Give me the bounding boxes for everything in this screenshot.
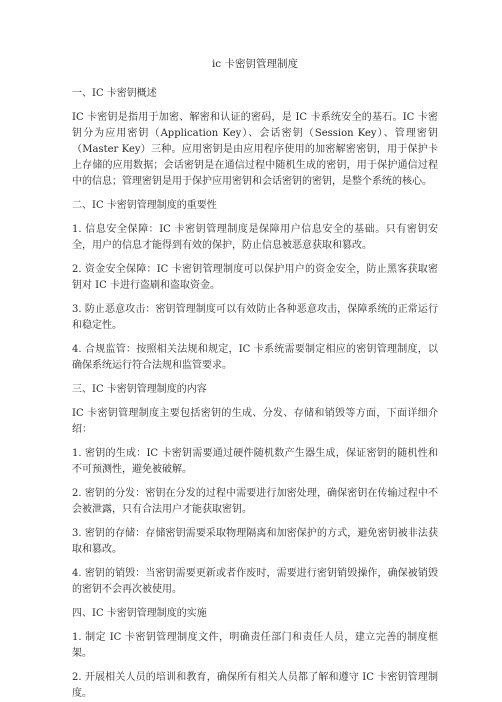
section-heading: 三、IC 卡密钥管理制度的内容: [72, 384, 207, 395]
list-item: 1. 密钥的生成：IC 卡密钥需要通过硬件随机数产生器生成，保证密钥的随机性和不可预测性，避免被破解。: [72, 448, 438, 475]
list-item: 4. 合规监管：按照相关法规和规定，IC 卡系统需要制定相应的密钥管理制度，以确保系统运行符合法规和监管要求。: [72, 344, 438, 371]
list-item: 4. 密钥的销毁：当密钥需要更新或者作废时，需要进行密钥销毁操作，确保被销毁的密钥不会再次被使用。: [72, 568, 438, 595]
list-item: 1. 制定 IC 卡密钥管理制度文件，明确责任部门和责任人员，建立完善的制度框架。: [72, 632, 438, 659]
importance-list: [72, 222, 438, 374]
section-implementation: [72, 606, 438, 702]
section-heading: 二、IC 卡密钥管理制度的重要性: [72, 200, 217, 211]
list-item: 2. 开展相关人员的培训和教育，确保所有相关人员都了解和遵守 IC 卡密钥管理制度。: [72, 672, 438, 699]
list-item: 1. 信息安全保障：IC 卡密钥管理制度是保障用户信息安全的基础。只有密钥安全，用户的信息才能得到有效的保护，防止信息被恶意获取和篡改。: [72, 224, 438, 251]
section-heading: 四、IC 卡密钥管理制度的实施: [72, 608, 207, 619]
paragraph: IC 卡密钥管理制度主要包括密钥的生成、分发、存储和销毁等方面，下面详细介绍：: [72, 408, 438, 435]
section-importance: [72, 198, 438, 374]
section-content: [72, 382, 438, 598]
list-item: 2. 资金安全保障：IC 卡密钥管理制度可以保护用户的资金安全，防止黑客获取密钥对 IC 卡进行盗刷和盗取资金。: [72, 264, 438, 291]
section-overview: [72, 86, 438, 190]
section-heading: 一、IC 卡密钥概述: [72, 88, 157, 99]
content-list: [72, 446, 438, 598]
document-title: ic 卡密钥管理制度: [211, 58, 299, 70]
list-item: 3. 防止恶意攻击：密钥管理制度可以有效防止各种恶意攻击，保障系统的正常运行和稳定性。: [72, 304, 438, 331]
list-item: 2. 密钥的分发：密钥在分发的过程中需要进行加密处理，确保密钥在传输过程中不会被泄露，只有合法用户才能获取密钥。: [72, 488, 438, 515]
paragraph: IC 卡密钥是指用于加密、解密和认证的密码，是 IC 卡系统安全的基石。IC 卡密钥分为应用密钥（Application Key）、会话密钥（Session Key）、管理密钥（Master Key）三种。应用密钥是由应用程序使用的加密解密密钥，用于保护卡上存储的应用数据；会话密钥是在通信过程中随机生成的密钥，用于保护通信过程中的信息；管理密钥是用于保护应用密钥和会话密钥的密钥，是整个系统的核心。: [72, 112, 438, 187]
list-item: 3. 密钥的存储：存储密钥需要采取物理隔离和加密保护的方式，避免密钥被非法获取和篡改。: [72, 528, 438, 555]
implementation-list: [72, 630, 438, 702]
